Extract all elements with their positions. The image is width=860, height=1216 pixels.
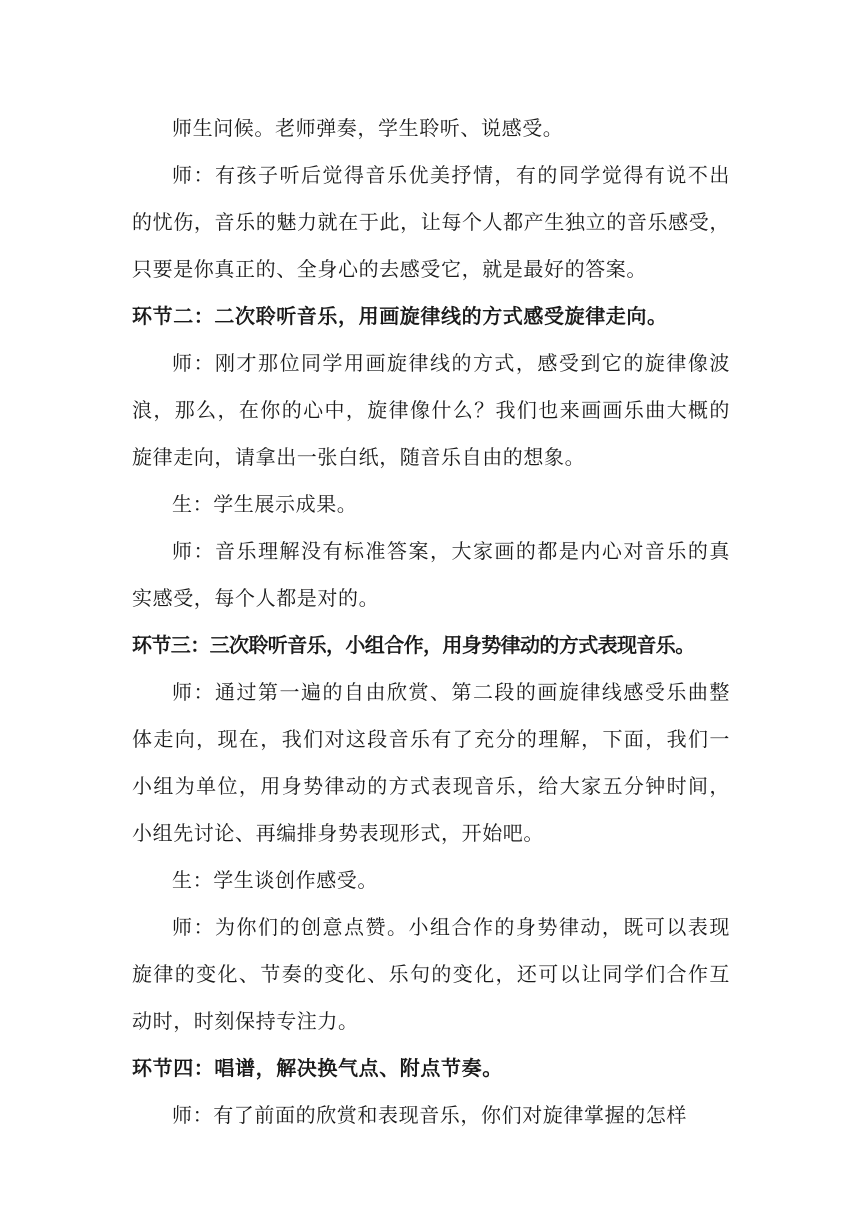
heading-line: 环节四：唱谱，解决换气点、附点节奏。 bbox=[132, 1056, 503, 1080]
paragraph bbox=[132, 1092, 730, 1139]
paragraph bbox=[132, 105, 730, 152]
text-line: 实感受，每个人都是对的。 bbox=[132, 586, 380, 610]
text-line: 师：通过第一遍的自由欣赏、第二段的画旋律线感受乐曲整 bbox=[172, 680, 730, 704]
text-line: 师：有孩子听后觉得音乐优美抒情，有的同学觉得有说不出 bbox=[172, 163, 730, 187]
paragraph bbox=[132, 904, 730, 1045]
section-heading bbox=[132, 1045, 730, 1092]
section-heading bbox=[132, 293, 730, 340]
paragraph bbox=[132, 857, 730, 904]
section-heading bbox=[132, 622, 730, 669]
heading-line: 环节二：二次聆听音乐，用画旋律线的方式感受旋律走向。 bbox=[132, 304, 668, 328]
text-line: 师：刚才那位同学用画旋律线的方式，感受到它的旋律像波 bbox=[172, 351, 730, 375]
text-line: 小组为单位，用身势律动的方式表现音乐，给大家五分钟时间， bbox=[132, 774, 730, 798]
paragraph bbox=[132, 152, 730, 293]
text-line: 师：音乐理解没有标准答案，大家画的都是内心对音乐的真 bbox=[172, 539, 730, 563]
text-line: 只要是你真正的、全身心的去感受它，就是最好的答案。 bbox=[132, 257, 647, 281]
paragraph bbox=[132, 528, 730, 622]
text-line: 浪，那么，在你的心中，旋律像什么？我们也来画画乐曲大概的 bbox=[132, 398, 730, 422]
document-page bbox=[132, 105, 730, 1139]
text-line: 师：有了前面的欣赏和表现音乐，你们对旋律掌握的怎样 bbox=[172, 1103, 687, 1127]
text-line: 师：为你们的创意点赞。小组合作的身势律动，既可以表现 bbox=[172, 915, 730, 939]
paragraph bbox=[132, 669, 730, 857]
text-line: 的忧伤，音乐的魅力就在于此，让每个人都产生独立的音乐感受， bbox=[132, 210, 730, 234]
text-line: 旋律的变化、节奏的变化、乐句的变化，还可以让同学们合作互 bbox=[132, 962, 730, 986]
paragraph bbox=[132, 340, 730, 481]
text-line: 小组先讨论、再编排身势表现形式，开始吧。 bbox=[132, 821, 544, 845]
text-line: 生：学生展示成果。 bbox=[172, 492, 358, 516]
text-line: 师生问候。老师弹奏，学生聆听、说感受。 bbox=[172, 116, 564, 140]
paragraph bbox=[132, 481, 730, 528]
text-line: 体走向，现在，我们对这段音乐有了充分的理解，下面，我们一 bbox=[132, 727, 730, 751]
text-line: 旋律走向，请拿出一张白纸，随音乐自由的想象。 bbox=[132, 445, 586, 469]
heading-line: 环节三：三次聆听音乐，小组合作，用身势律动的方式表现音乐。 bbox=[132, 633, 695, 657]
text-line: 动时，时刻保持专注力。 bbox=[132, 1009, 359, 1033]
text-line: 生：学生谈创作感受。 bbox=[172, 868, 378, 892]
